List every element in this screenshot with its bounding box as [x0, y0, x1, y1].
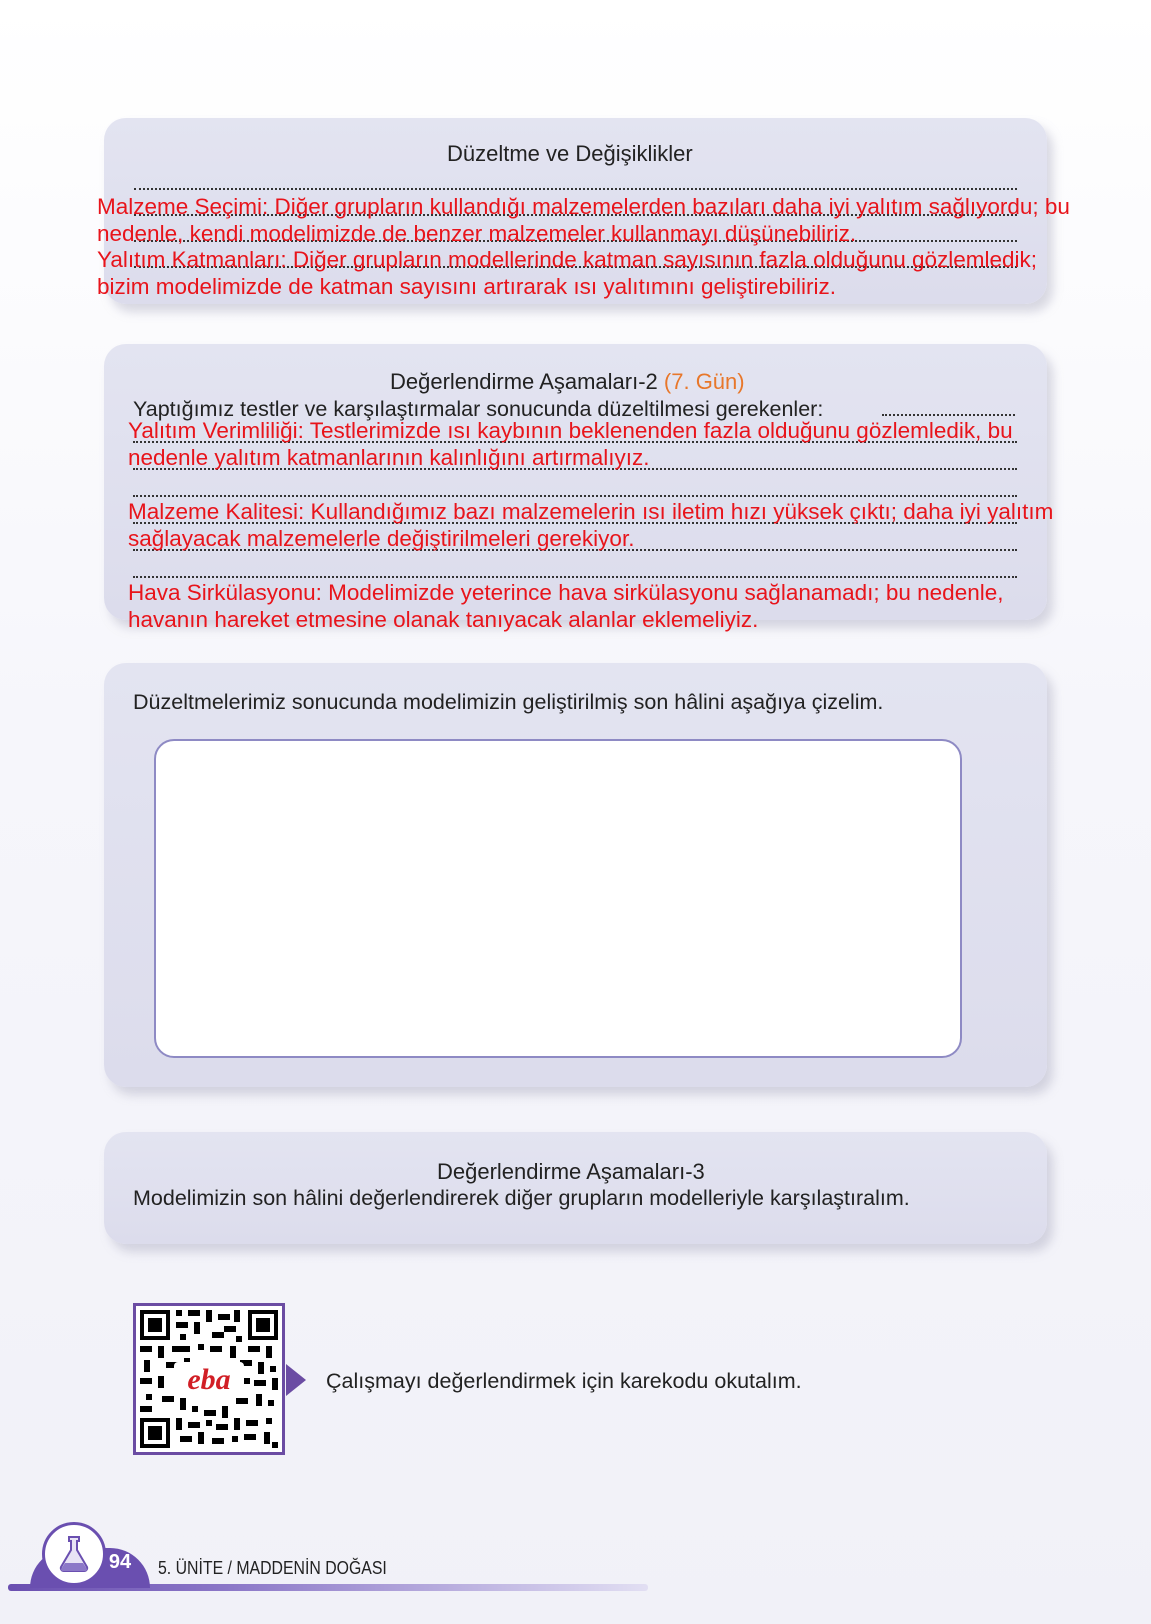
- eba-logo: eba: [187, 1363, 231, 1396]
- flask-icon: [42, 1522, 106, 1586]
- evaluation-2-title: [390, 369, 745, 395]
- handwritten-answer-line: Hava Sirkülasyonu: Modelimizde yeterince hava sirkülasyonu sağlanamadı; bu nedenle,: [128, 580, 1004, 605]
- answer-dotted-line: [133, 576, 1017, 578]
- evaluation-2-title-text: Değerlendirme Aşamaları-2: [390, 369, 658, 394]
- handwritten-answer-line: Malzeme Seçimi: Diğer grupların kullandığı malzemelerden bazıları daha iyi yalıtım sağlıyordu; bu: [97, 194, 1070, 219]
- handwritten-answer-line: Yalıtım Verimliliği: Testlerimizde ısı kaybının beklenenden fazla olduğunu gözlemledik, bu: [128, 418, 1013, 443]
- evaluation-3-title: Değerlendirme Aşamaları-3: [437, 1159, 705, 1184]
- qr-code[interactable]: [133, 1303, 285, 1455]
- handwritten-answer-line: bizim modelimizde de katman sayısını artırarak ısı yalıtımını geliştirebiliriz.: [97, 274, 836, 299]
- handwritten-answer-line: Yalıtım Katmanları: Diğer grupların modellerinde katman sayısının fazla olduğunu gözlemledik;: [97, 247, 1038, 272]
- day-label: (7. Gün): [663, 369, 745, 394]
- handwritten-answer-line: Malzeme Kalitesi: Kullandığımız bazı malzemelerin ısı iletim hızı yüksek çıktı; daha iyi yalıtım: [128, 499, 1054, 524]
- qr-pointer-arrow: [286, 1364, 306, 1396]
- handwritten-answer-line: nedenle, kendi modelimizde de benzer malzemeler kullanmayı düşünebiliriz.: [97, 221, 857, 246]
- handwritten-answer-line: havanın hareket etmesine olanak tanıyacak alanlar eklemeliyiz.: [128, 607, 759, 632]
- qr-code-pattern: [136, 1306, 282, 1452]
- handwritten-answer-line: sağlayacak malzemelerle değiştirilmeleri gerekiyor.: [128, 526, 635, 551]
- drawing-instruction: Düzeltmelerimiz sonucunda modelimizin geliştirilmiş son hâlini aşağıya çizelim.: [133, 690, 884, 714]
- page-number: 94: [108, 1551, 132, 1573]
- unit-title: 5. ÜNİTE / MADDENİN DOĞASI: [158, 1558, 387, 1578]
- corrections-title: Düzeltme ve Değişiklikler: [447, 141, 693, 166]
- answer-dotted-line: [133, 495, 1017, 497]
- handwritten-answer-line: nedenle yalıtım katmanlarının kalınlığını artırmalıyız.: [128, 445, 650, 470]
- evaluation-2-prompt: Yaptığımız testler ve karşılaştırmalar sonucunda düzeltilmesi gerekenler:: [133, 397, 824, 421]
- drawing-area[interactable]: [154, 739, 962, 1058]
- qr-instruction: Çalışmayı değerlendirmek için karekodu okutalım.: [326, 1369, 802, 1393]
- answer-dotted-line: [134, 188, 1017, 190]
- evaluation-3-text: Modelimizin son hâlini değerlendirerek diğer grupların modelleriyle karşılaştıralım.: [133, 1186, 910, 1210]
- answer-dotted-line: [882, 414, 1015, 416]
